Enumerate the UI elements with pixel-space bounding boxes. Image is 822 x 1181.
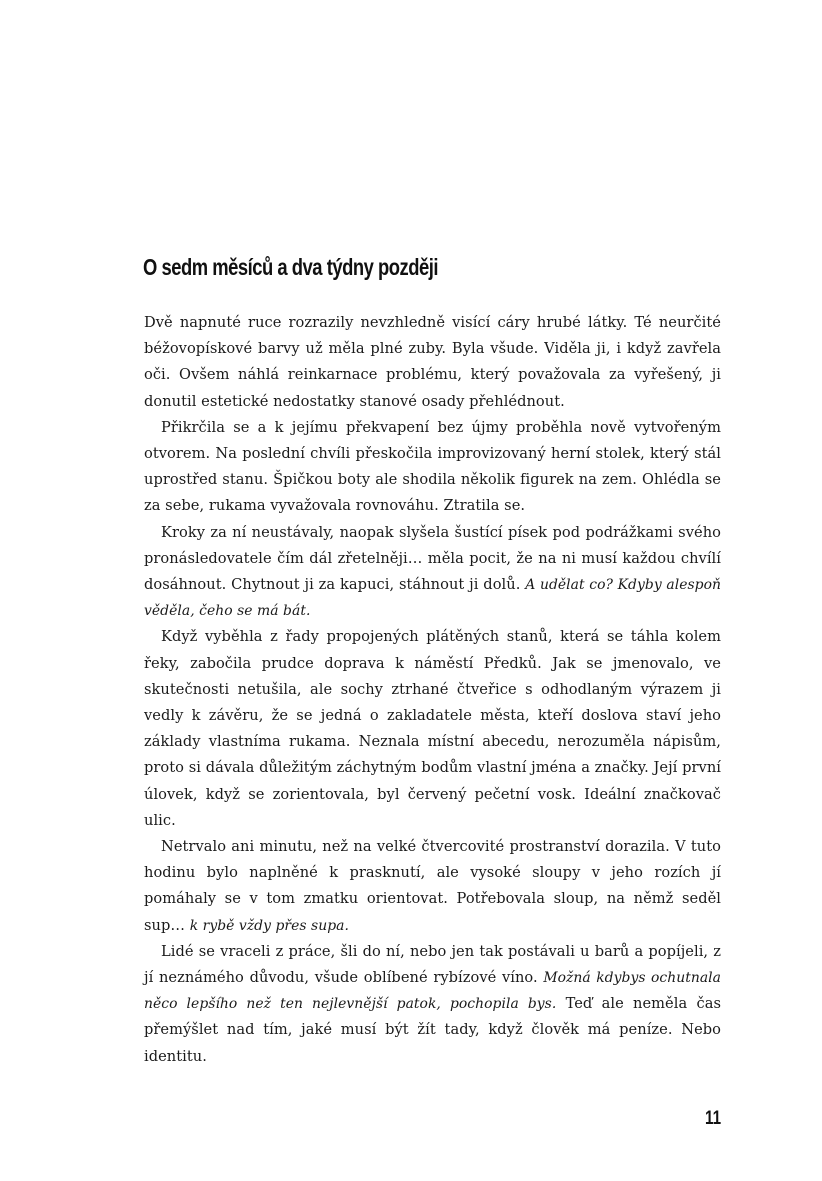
page-number: 11 [704, 1108, 721, 1129]
text-run: Teď ale neměla čas přemýšlet nad tím, jaké musí být žít tady, když člověk má peníze. Nebo identitu. [144, 995, 721, 1065]
paragraph [144, 415, 721, 520]
italic-passage: Možná kdybys ochutnala něco lepšího než ten nejlevnější patok, pochopila bys. [144, 970, 721, 1013]
paragraph [144, 310, 721, 415]
text-run: Přikrčila se a k jejímu překvapení bez újmy proběhla nově vytvořeným otvorem. Na poslední chvíli přeskočila improvizovaný herní stolek, který stál uprostřed stanu. Špičkou boty ale shodila několik figurek na zem. Ohlédla se za sebe, rukama vyvažovala rovnováhu. Ztratila se. [144, 418, 721, 515]
paragraph [144, 939, 721, 1070]
chapter-title: O sedm měsíců a dva týdny později [143, 254, 439, 280]
text-run: Netrvalo ani minutu, než na velké čtvercovité prostranství dorazila. V tuto hodinu bylo naplněné k prasknutí, ale vysoké sloupy v jeho rozích jí pomáhaly se v tom zmatku orientovat. Potřebovala sloup, na němž seděl sup… [144, 838, 721, 934]
text-run: Lidé se vraceli z práce, šli do ní, nebo jen tak postávali u barů a popíjeli, z jí neznámého důvodu, všude oblíbené rybízové víno. [144, 942, 721, 987]
italic-passage: A udělat co? Kdyby alespoň věděla, čeho se má bát. [144, 577, 721, 620]
paragraph [144, 834, 721, 939]
body-text [144, 310, 721, 1070]
italic-passage: k rybě vždy přes supa. [189, 917, 349, 934]
paragraph [144, 624, 721, 834]
text-run: Kroky za ní neustávaly, naopak slyšela šustící písek pod podrážkami svého pronásledovatele čím dál zřetelněji… měla pocit, že na ni musí každou chvílí dosáhnout. Chytnout ji za kapuci, stáhnout ji dolů. [144, 523, 721, 594]
text-run: Když vyběhla z řady propojených plátěných stanů, která se táhla kolem řeky, zabočila prudce doprava k náměstí Předků. Jak se jmenovalo, ve skutečnosti netušila, ale sochy ztrhané čtveřice s odhodlaným výrazem ji vedly k závěru, že se jedná o zakladatele města, kteří doslova staví jeho základy vlastníma rukama. Neznala místní abecedu, nerozuměla nápisům, proto si dávala důležitým záchytným bodům vlastní jména a značky. Její první úlovek, když se zorientovala, byl červený pečetní vosk. Ideální značkovač ulic. [144, 628, 721, 829]
paragraph [144, 520, 721, 625]
text-run: Dvě napnuté ruce rozrazily nevzhledně visící cáry hrubé látky. Té neurčité béžovopískové barvy už měla plné zuby. Byla všude. Viděla ji, i když zavřela oči. Ovšem náhlá reinkarnace problému, který považovala za vyřešený, ji donutil estetické nedostatky stanové osady přehlédnout. [144, 314, 721, 410]
